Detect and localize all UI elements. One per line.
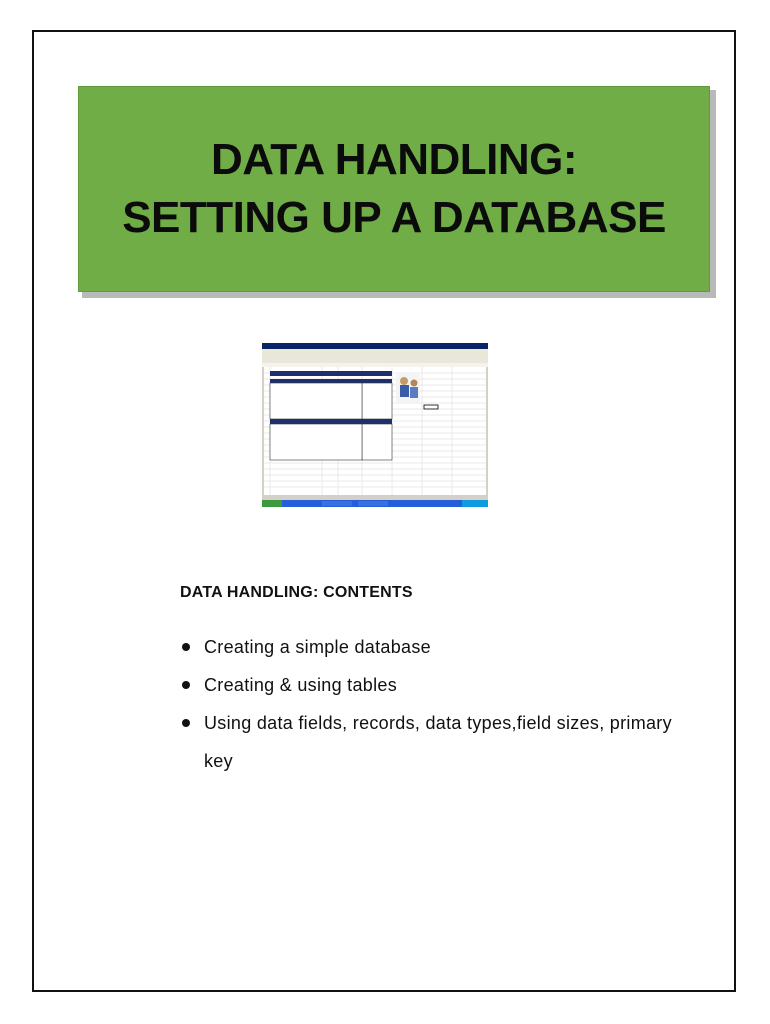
- contents-list: [180, 628, 680, 780]
- bullet-icon: [182, 643, 190, 651]
- list-item: [180, 666, 680, 704]
- title-line-1: DATA HANDLING:: [210, 135, 578, 184]
- spreadsheet-screenshot-image: [262, 343, 488, 507]
- list-item-text: Creating & using tables: [204, 675, 398, 695]
- list-item: [180, 628, 680, 666]
- list-item-text: Using data fields, records, data types,field sizes, primary key: [204, 713, 672, 771]
- contents-heading: DATA HANDLING: CONTENTS: [180, 584, 413, 601]
- title-banner: [78, 86, 710, 292]
- bullet-icon: [182, 681, 190, 689]
- title-line-2: SETTING UP A DATABASE: [122, 193, 666, 242]
- list-item: [180, 704, 680, 780]
- list-item-text: Creating a simple database: [204, 637, 431, 657]
- bullet-icon: [182, 719, 190, 727]
